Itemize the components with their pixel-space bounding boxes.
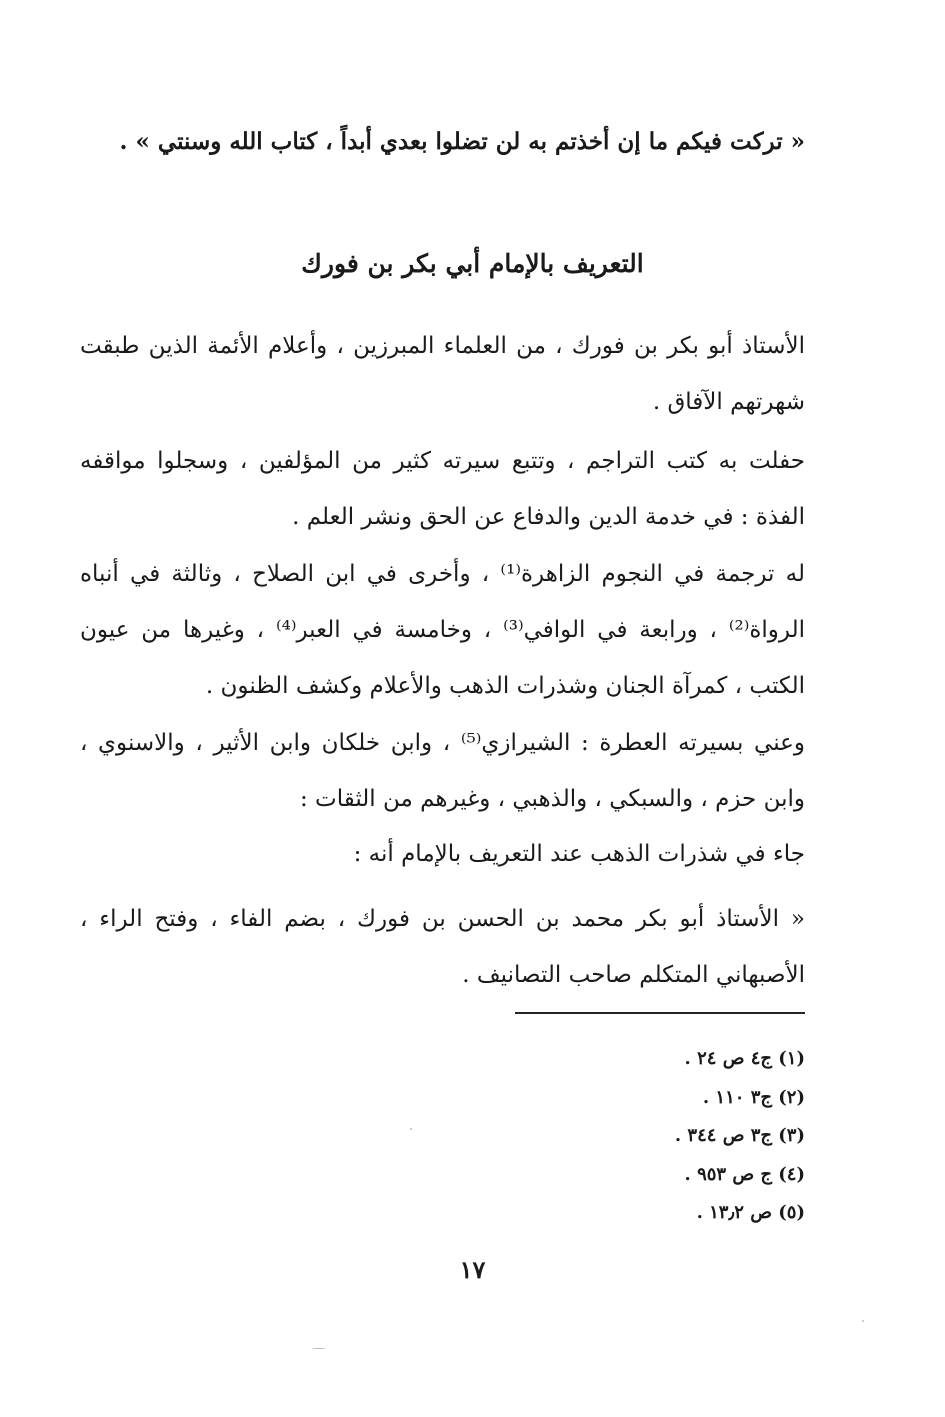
paragraph-4: وعني بسيرته العطرة : الشيرازي⁽⁵⁾ ، وابن خلكان وابن الأثير ، والاسنوي ، وابن حزم ، والسبكي ، والذهبي ، وغيرهم من الثقات :	[80, 730, 805, 812]
scan-speck	[862, 1320, 864, 1322]
section-heading: التعريف بالإمام أبي بكر بن فورك	[301, 249, 644, 278]
footnote-divider	[515, 1012, 805, 1014]
scan-speck	[410, 1128, 412, 1130]
footnote-3: (٣) ج٣ ص ٣٤٤ .	[674, 1125, 805, 1146]
footnotes	[505, 1040, 805, 1233]
hadith-quote: « تركت فيكم ما إن أخذتم به لن تضلوا بعدي أبداً ، كتاب الله وسنتي » .	[119, 128, 805, 155]
paragraph-2: حفلت به كتب التراجم ، وتتبع سيرته كثير من المؤلفين ، وسجلوا مواقفه الفذة : في خدمة الدين والدفاع عن الحق ونشر العلم .	[80, 448, 805, 530]
footnote-5: (٥) ص ١٣٫٢ .	[696, 1202, 805, 1223]
paragraph-1: الأستاذ أبو بكر بن فورك ، من العلماء المبرزين ، وأعلام الأئمة الذين طبقت شهرتهم الآفاق .	[80, 333, 805, 415]
footnote-4: (٤) ج ص ٩٥٣ .	[684, 1163, 805, 1185]
footnote-1: (١) ج٤ ص ٢٤ .	[684, 1048, 805, 1069]
scan-speck	[312, 1348, 326, 1349]
paragraph-6: « الأستاذ أبو بكر محمد بن الحسن بن فورك ، بضم الفاء ، وفتح الراء ، الأصبهاني المتكلم صاحب التصانيف .	[80, 906, 805, 988]
paragraph-3: له ترجمة في النجوم الزاهرة⁽¹⁾ ، وأخرى في ابن الصلاح ، وثالثة في أنباه الرواة⁽²⁾ ، ورابعة في الوافي⁽³⁾ ، وخامسة في العبر⁽⁴⁾ ، وغيرها من عيون الكتب ، كمرآة الجنان وشذرات الذهب والأعلام وكشف الظنون .	[80, 561, 805, 699]
footnote-2: (٢) ج٣ ١١٠ .	[702, 1086, 805, 1108]
paragraph-5: جاء في شذرات الذهب عند التعريف بالإمام أنه :	[353, 841, 805, 867]
page-number: ١٧	[459, 1255, 486, 1284]
